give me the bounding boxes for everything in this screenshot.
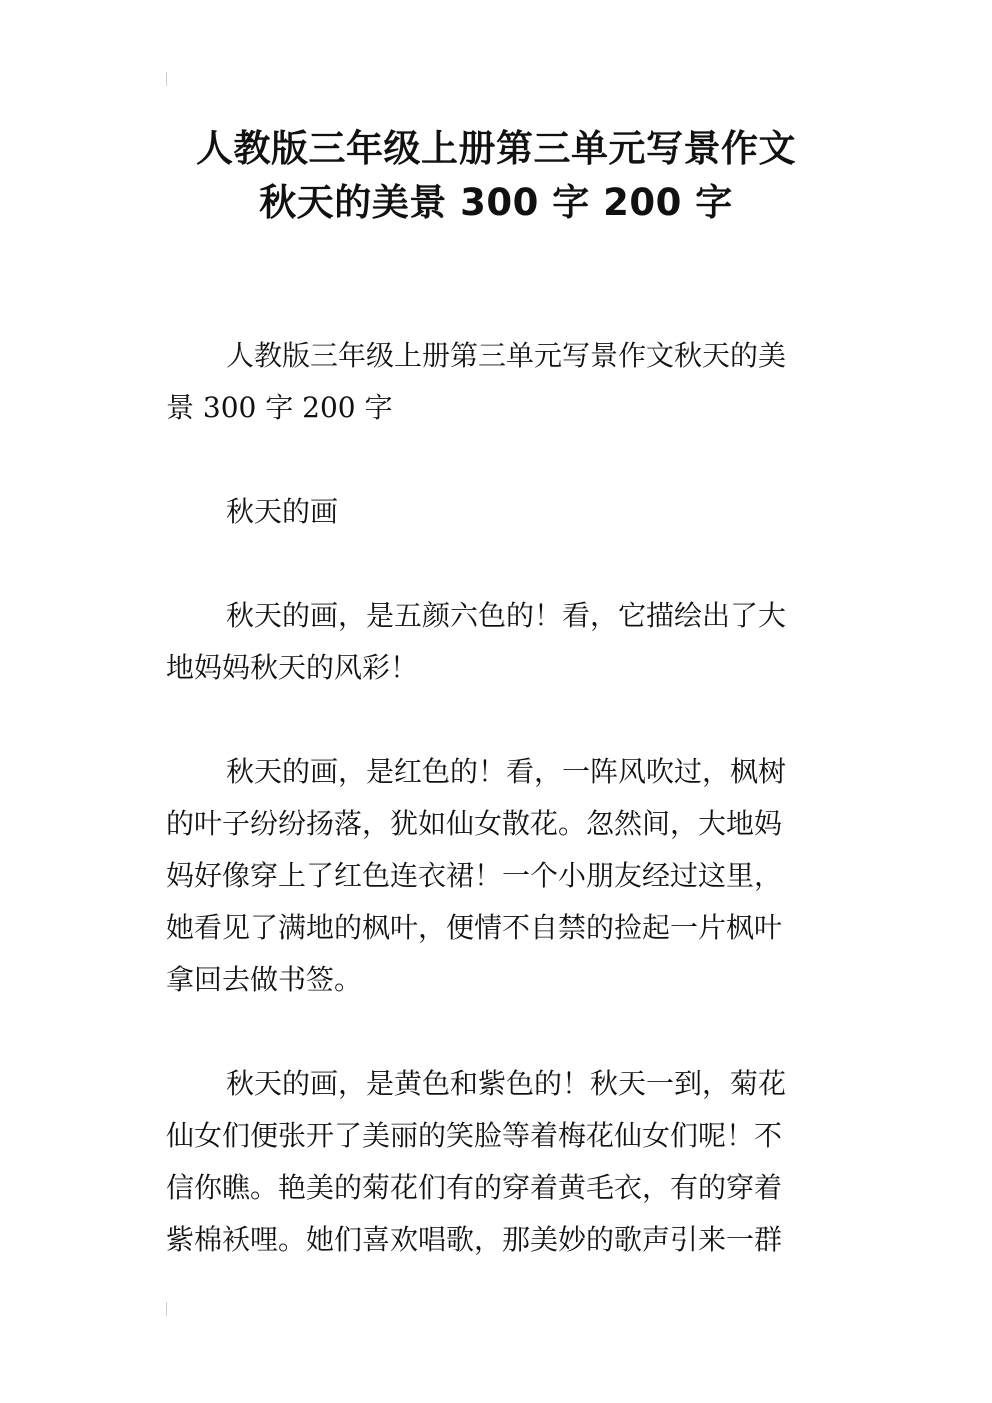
paragraph-yellow-purple <box>166 1058 830 1266</box>
section-heading <box>166 486 830 538</box>
paragraph-line: 人教版三年级上册第三单元写景作文秋天的美 <box>226 339 787 372</box>
paragraph-line: 秋天的画，是五颜六色的！看，它描绘出了大 <box>226 599 787 632</box>
page-corner-mark-bottom <box>166 1302 167 1316</box>
paragraph-intro <box>166 330 830 434</box>
paragraph-line: 信你瞧。艳美的菊花们有的穿着黄毛衣，有的穿着 <box>166 1171 783 1204</box>
document-body <box>166 330 830 1318</box>
document-title <box>150 122 842 230</box>
paragraph-line: 地妈妈秋天的风彩！ <box>166 651 419 684</box>
title-line-1: 人教版三年级上册第三单元写景作文 <box>196 127 796 170</box>
paragraph-line: 秋天的画 <box>226 495 339 528</box>
paragraph-line: 拿回去做书签。 <box>166 963 363 996</box>
paragraph-line: 的叶子纷纷扬落，犹如仙女散花。忽然间，大地妈 <box>166 807 783 840</box>
paragraph-line: 她看见了满地的枫叶，便情不自禁的捡起一片枫叶 <box>166 911 783 944</box>
paragraph-red <box>166 746 830 1006</box>
page-corner-mark-top <box>166 72 167 86</box>
paragraph-line: 秋天的画，是黄色和紫色的！秋天一到，菊花 <box>226 1067 787 1100</box>
paragraph-line: 仙女们便张开了美丽的笑脸等着梅花仙女们呢！不 <box>166 1119 783 1152</box>
paragraph-line: 紫棉袄哩。她们喜欢唱歌，那美妙的歌声引来一群 <box>166 1223 783 1256</box>
paragraph-line: 妈好像穿上了红色连衣裙！一个小朋友经过这里， <box>166 859 783 892</box>
paragraph-line: 景 300 字 200 字 <box>166 391 393 424</box>
paragraph-line: 秋天的画，是红色的！看，一阵风吹过，枫树 <box>226 755 787 788</box>
paragraph-colorful <box>166 590 830 694</box>
title-line-2: 秋天的美景 300 字 200 字 <box>259 181 733 224</box>
